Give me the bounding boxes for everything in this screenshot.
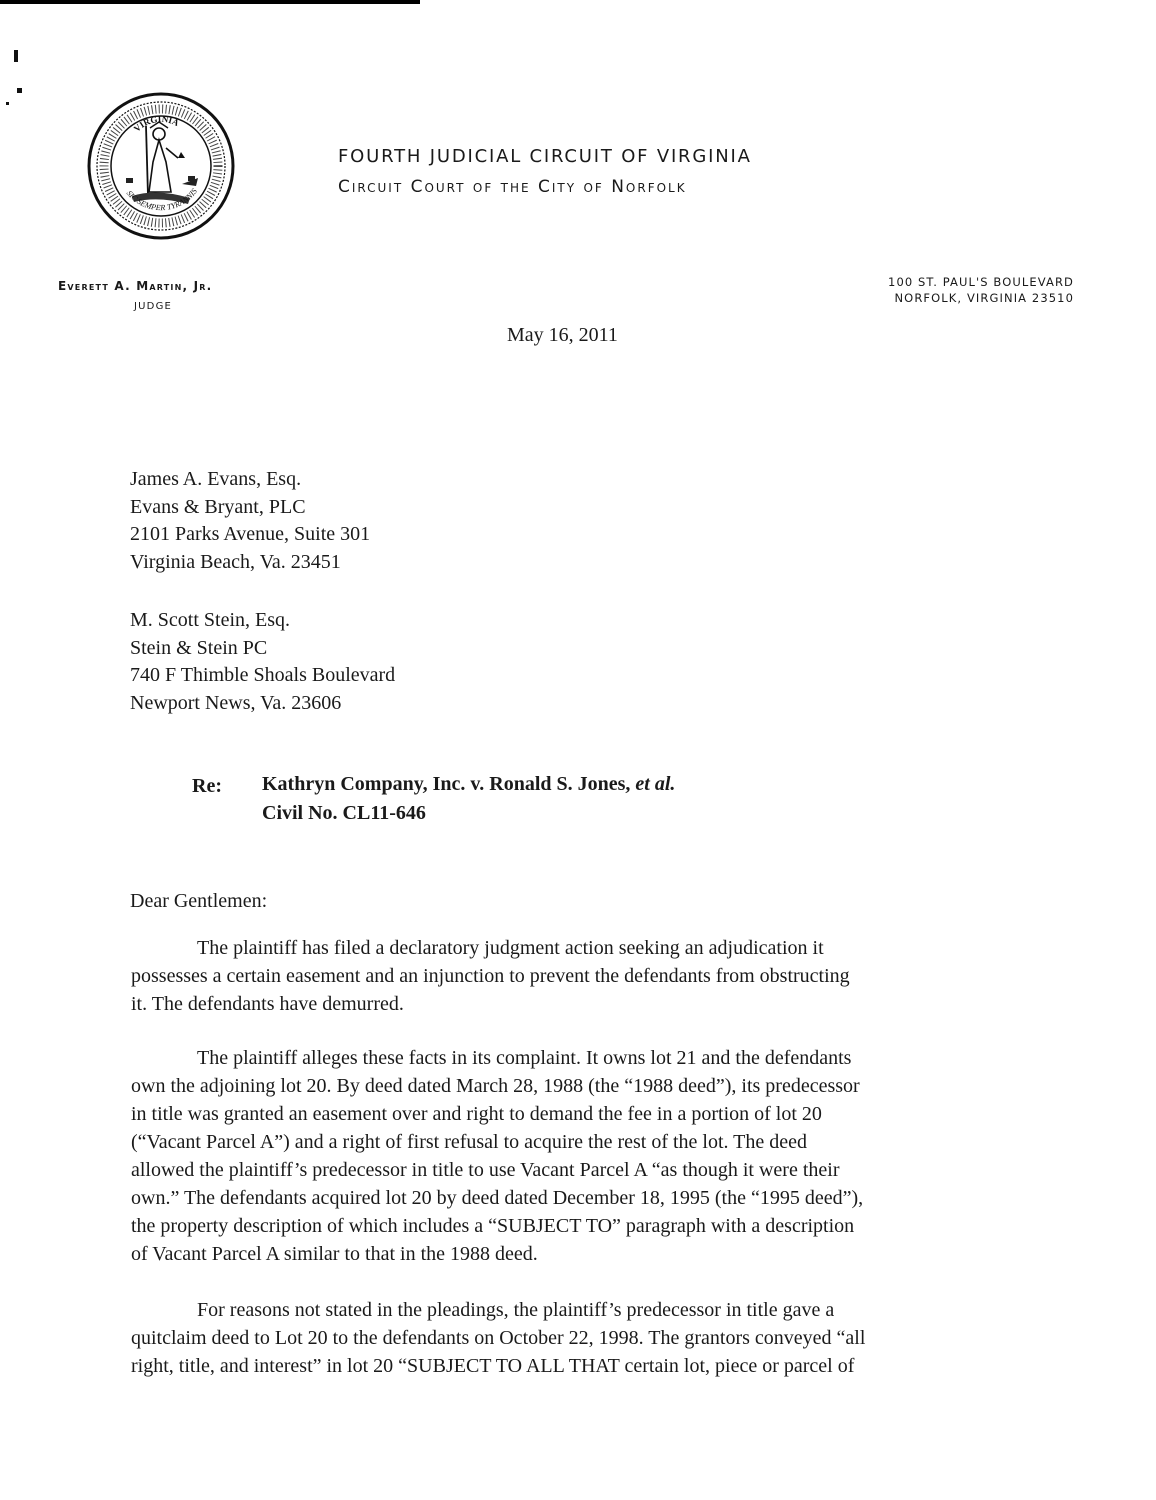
judge-name: Everett A. Martin, Jr. <box>58 279 213 293</box>
body-paragraph <box>131 1296 1001 1380</box>
paragraph-line: quitclaim deed to Lot 20 to the defendants on October 22, 1998. The grantors conveyed “all <box>131 1327 866 1349</box>
letterhead-court: Circuit Court of the City of Norfolk <box>338 177 687 197</box>
paragraph-line: in title was granted an easement over and right to demand the fee in a portion of lot 20 <box>131 1103 822 1125</box>
svg-text:SIC SEMPER TYRANNIS: SIC SEMPER TYRANNIS <box>124 186 199 213</box>
recipient-line: Virginia Beach, Va. 23451 <box>130 550 341 573</box>
recipient-block <box>130 466 370 576</box>
paragraph-line: it. The defendants have demurred. <box>131 993 404 1015</box>
recipient-block <box>130 607 395 717</box>
paragraph-line: The plaintiff alleges these facts in its complaint. It owns lot 21 and the defendants <box>197 1047 852 1069</box>
body-paragraph <box>131 934 1001 1018</box>
paragraph-line: (“Vacant Parcel A”) and a right of first refusal to acquire the rest of the lot. The deed <box>131 1131 808 1153</box>
recipient-line: M. Scott Stein, Esq. <box>130 609 291 631</box>
scan-artifact-bar <box>0 0 420 4</box>
recipient-line: James A. Evans, Esq. <box>130 468 302 490</box>
paragraph-line: allowed the plaintiff’s predecessor in title to use Vacant Parcel A “as though it were their <box>131 1159 840 1181</box>
letter-date: May 16, 2011 <box>507 324 618 346</box>
re-case-name-italic: et al. <box>635 773 676 795</box>
paragraph-line: own the adjoining lot 20. By deed dated March 28, 1988 (the “1988 deed”), its predecessor <box>131 1075 860 1097</box>
judge-title: JUDGE <box>134 301 173 312</box>
re-label: Re: <box>192 775 222 797</box>
recipient-line: Stein & Stein PC <box>130 636 268 659</box>
scan-artifact-mark <box>14 50 18 62</box>
re-case-number: Civil No. CL11-646 <box>262 802 426 824</box>
letterhead-circuit: FOURTH JUDICIAL CIRCUIT OF VIRGINIA <box>338 146 752 167</box>
re-case-name-line <box>262 770 675 799</box>
virginia-seal-icon <box>86 92 236 240</box>
paragraph-line: right, title, and interest” in lot 20 “SUBJECT TO ALL THAT certain lot, piece or parcel of <box>131 1355 855 1377</box>
paragraph-line: For reasons not stated in the pleadings, the plaintiff’s predecessor in title gave a <box>197 1299 835 1321</box>
recipient-line: 2101 Parks Avenue, Suite 301 <box>130 523 371 545</box>
court-address-street: 100 ST. PAUL'S BOULEVARD <box>888 275 1074 289</box>
recipient-line: 740 F Thimble Shoals Boulevard <box>130 664 396 686</box>
salutation: Dear Gentlemen: <box>130 890 268 912</box>
paragraph-line: of Vacant Parcel A similar to that in the 1988 deed. <box>131 1243 538 1265</box>
paragraph-line: own.” The defendants acquired lot 20 by deed dated December 18, 1995 (the “1995 deed”), <box>131 1187 864 1209</box>
paragraph-line: The plaintiff has filed a declaratory judgment action seeking an adjudication it <box>197 937 824 959</box>
svg-text:VIRGINIA: VIRGINIA <box>131 113 181 134</box>
re-subject <box>262 770 675 828</box>
paragraph-line: possesses a certain easement and an injunction to prevent the defendants from obstructing <box>131 965 850 987</box>
recipient-line: Evans & Bryant, PLC <box>130 495 306 518</box>
re-case-name: Kathryn Company, Inc. v. Ronald S. Jones, <box>262 773 631 795</box>
scan-artifact-mark <box>17 88 22 93</box>
body-paragraph <box>131 1044 1001 1268</box>
recipient-line: Newport News, Va. 23606 <box>130 691 342 714</box>
paragraph-line: the property description of which includes a “SUBJECT TO” paragraph with a description <box>131 1215 855 1237</box>
scan-artifact-mark <box>6 102 9 105</box>
court-address-city: NORFOLK, VIRGINIA 23510 <box>894 291 1074 305</box>
